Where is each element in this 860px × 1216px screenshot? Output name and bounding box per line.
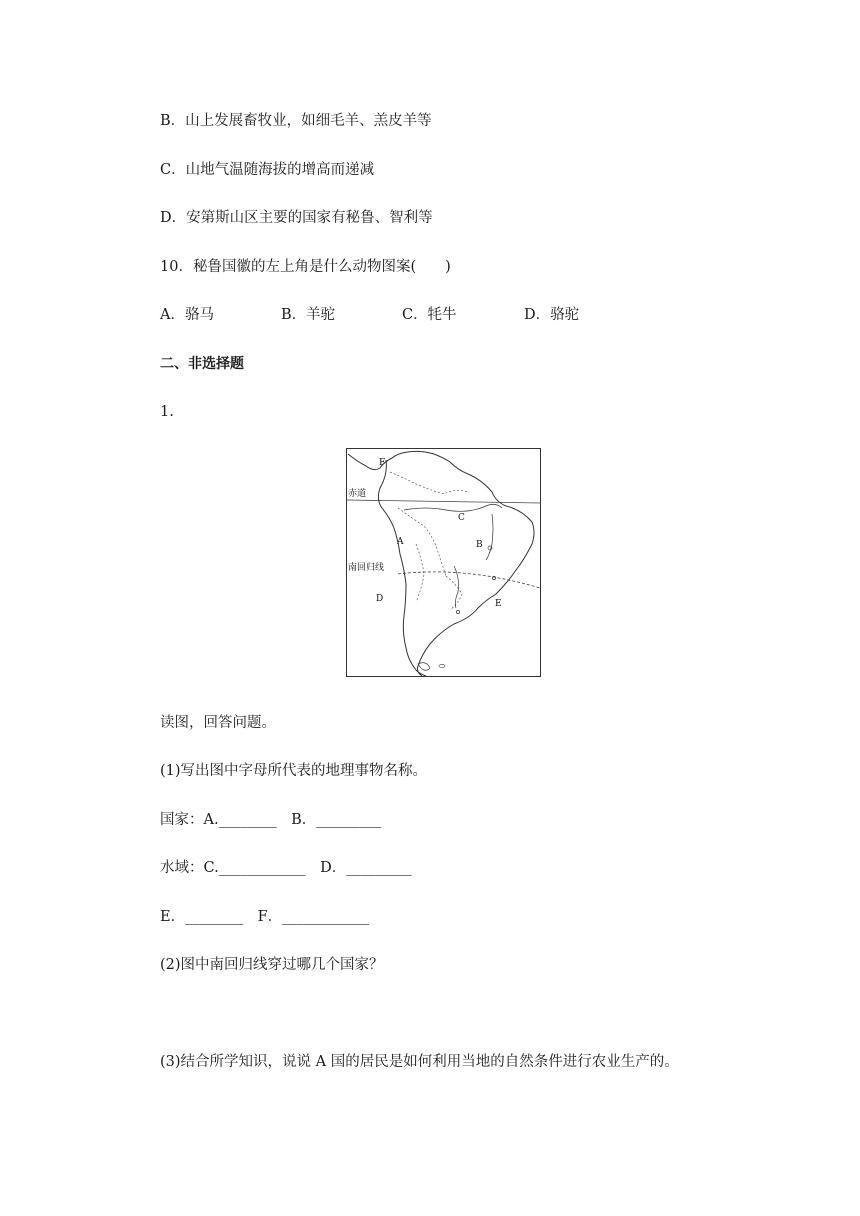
q10-option-c: C．牦牛 — [402, 307, 457, 323]
option-d-text: D．安第斯山区主要的国家有秘鲁、智利等 — [160, 210, 433, 226]
map-label-equator: 赤道 — [348, 489, 367, 499]
map-label-a: A — [397, 537, 404, 547]
map-label-b: B — [476, 540, 483, 550]
map-label-c: C — [458, 513, 465, 523]
q10-option-d: D．骆驼 — [524, 307, 580, 323]
option-b-text: B．山上发展畜牧业，如细毛羊、羔皮羊等 — [160, 113, 432, 129]
sub-question-2: (2)图中南回归线穿过哪几个国家？ — [160, 957, 384, 973]
south-america-map — [346, 448, 541, 677]
q10-option-a: A．骆马 — [160, 307, 214, 323]
map-label-e: E — [495, 599, 502, 609]
blank-countries: 国家：A.________ B．_________ — [160, 812, 382, 828]
blank-water: 水域：C.____________ D．_________ — [160, 860, 412, 876]
map-label-f: F — [379, 458, 386, 468]
map-label-tropic: 南回归线 — [348, 563, 385, 573]
q10-option-b: B．羊驼 — [281, 307, 336, 323]
option-c-text: C．山地气温随海拔的增高而递减 — [160, 162, 375, 178]
map-label-d: D — [376, 594, 384, 604]
blank-e-f: E．________ F．____________ — [160, 909, 370, 925]
sub-question-1: (1)写出图中字母所代表的地理事物名称。 — [160, 763, 428, 779]
question-10-stem: 10．秘鲁国徽的左上角是什么动物图案( ) — [160, 259, 451, 275]
section-title: 二、非选择题 — [160, 356, 244, 372]
question-1-number: 1. — [160, 404, 174, 420]
sub-question-3: (3)结合所学知识，说说 A 国的居民是如何利用当地的自然条件进行农业生产的。 — [160, 1054, 679, 1070]
instruction-text: 读图，回答问题。 — [160, 715, 276, 731]
